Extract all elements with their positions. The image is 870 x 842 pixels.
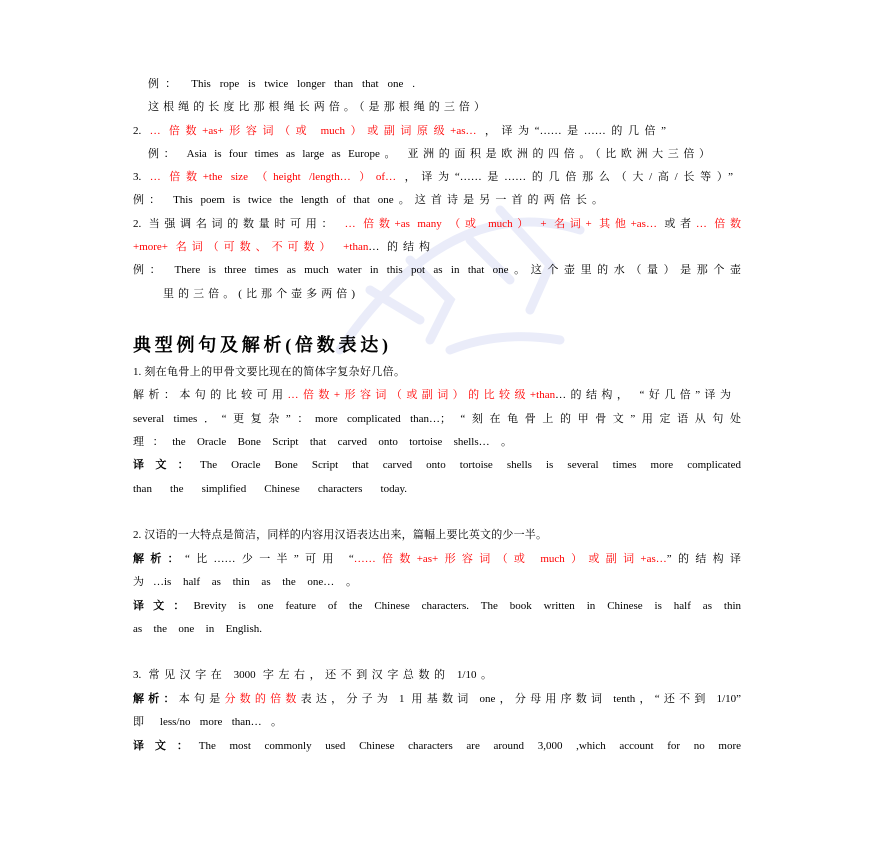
translation-line [133,619,262,639]
formula-highlight: +more+ 名词（可数、不可数） +than [133,241,369,253]
analysis-text: …的结构， “好几倍”译为 [555,389,731,401]
analysis-line [133,432,512,452]
analysis-text: several times．“更复杂”：more complicated than…； “刻在龟骨上的甲骨文”用定语从句处 [133,413,741,425]
rule-text: 或者 [656,218,696,230]
example-text: 例： This poem is twice the length of that one。这首诗是另一首的两倍长。 [133,194,603,206]
analysis-line [133,385,731,405]
analysis-line [133,689,741,709]
formula-highlight: … 倍数+as many （或 much） + 名词+ 其他+as… [337,218,657,230]
formula-highlight: 分数的倍数 [224,693,301,705]
translation-text: The Oracle Bone Script that carved onto tortoise shells is several times more complicated [199,459,741,471]
question-text: 1. 刻在龟骨上的甲骨文要比现在的简体字复杂好几倍。 [133,366,405,378]
example-text: 里的三倍。(比那个壶多两倍) [163,288,355,300]
analysis-label: 解析： [133,553,185,565]
example-text: 例： This rope is twice longer than that one . [148,78,415,90]
analysis-text: 即 less/no more than… 。 [133,716,282,728]
rule-line-2 [133,121,666,141]
question-line [133,665,492,685]
translation-label: 译文： [133,740,199,752]
formula-highlight: … 倍数+as+形容词（或 much）或副词原级+as… [149,125,477,137]
question-line [133,362,405,382]
analysis-text: 为…is half as thin as the one… 。 [133,576,357,588]
formula-highlight: … 倍数 [695,218,741,230]
question-line [133,525,547,545]
rule-text: ，译为“……是……的几倍那么（大/高/长等）” [396,171,733,183]
translation-line [133,455,741,475]
translation-line [133,479,407,499]
translation-text: 这根绳的长度比那根绳长两倍。（是那根绳的三倍） [148,101,485,113]
analysis-line [133,712,282,732]
translation-line [133,736,741,756]
rule-line-continued [133,237,430,257]
rule-example-line [148,74,415,94]
analysis-text: “比……少一半”可用 “ [185,553,354,565]
section-heading: 典型例句及解析(倍数表达) [133,335,388,355]
rule-text: 2. 当强调名词的数量时可用： [133,218,338,230]
rule-example-line [133,260,741,280]
formula-highlight: … 倍数+the size （height /length… ）of… [149,171,397,183]
analysis-text: 理：the Oracle Bone Script that carved onto tortoise shells… 。 [133,436,512,448]
analysis-text: 表达，分子为 1 用基数词 one，分母用序数词 tenth，“还不到 1/10” [300,693,741,705]
analysis-line [133,549,741,569]
analysis-text: 本句是 [178,693,225,705]
rule-text: … 的结构 [368,241,430,253]
translation-label: 译文： [133,600,194,612]
rule-number: 3. [133,171,150,183]
translation-label: 译文： [133,459,200,471]
translation-text: Brevity is one feature of the Chinese characters. The book written in Chinese is half as thin [193,600,741,612]
formula-highlight: ……倍数+as+形容词（或 much）或副词+as… [353,553,667,565]
translation-text: The most commonly used Chinese characters are around 3,000 ,which account for no more [198,740,741,752]
analysis-label: 解析： [133,693,179,705]
formula-highlight: …倍数+形容词（或副词）的比较级+than [287,389,556,401]
example-text: 例： There is three times as much water in this pot as in that one。这个壶里的水（量）是那个壶 [133,264,741,276]
rule-number: 2. [133,125,150,137]
rule-example-line-continued [163,284,355,304]
question-text: 2. 汉语的一大特点是简洁，同样的内容用汉语表达出来，篇幅上要比英文的少一半。 [133,529,547,541]
translation-text: as the one in English. [133,623,262,635]
translation-line [133,596,741,616]
analysis-line [133,409,741,429]
rule-line-3 [133,167,733,187]
example-text: 例： Asia is four times as large as Europe。 亚洲的面积是欧洲的四倍。（比欧洲大三倍） [148,148,710,160]
rule-example-line [148,144,710,164]
rule-text: ，译为“……是……的几倍” [476,125,666,137]
question-text: 3. 常见汉字在 3000 字左右，还不到汉字总数的 1/10。 [133,669,492,681]
rule-translation-line [148,97,485,117]
translation-text: than the simplified Chinese characters today. [133,483,407,495]
analysis-line [133,572,357,592]
rule-example-line [133,190,603,210]
analysis-text: ”的结构译 [666,553,741,565]
analysis-text: 解析：本句的比较可用 [133,389,288,401]
rule-line-noun-quantity [133,214,741,234]
